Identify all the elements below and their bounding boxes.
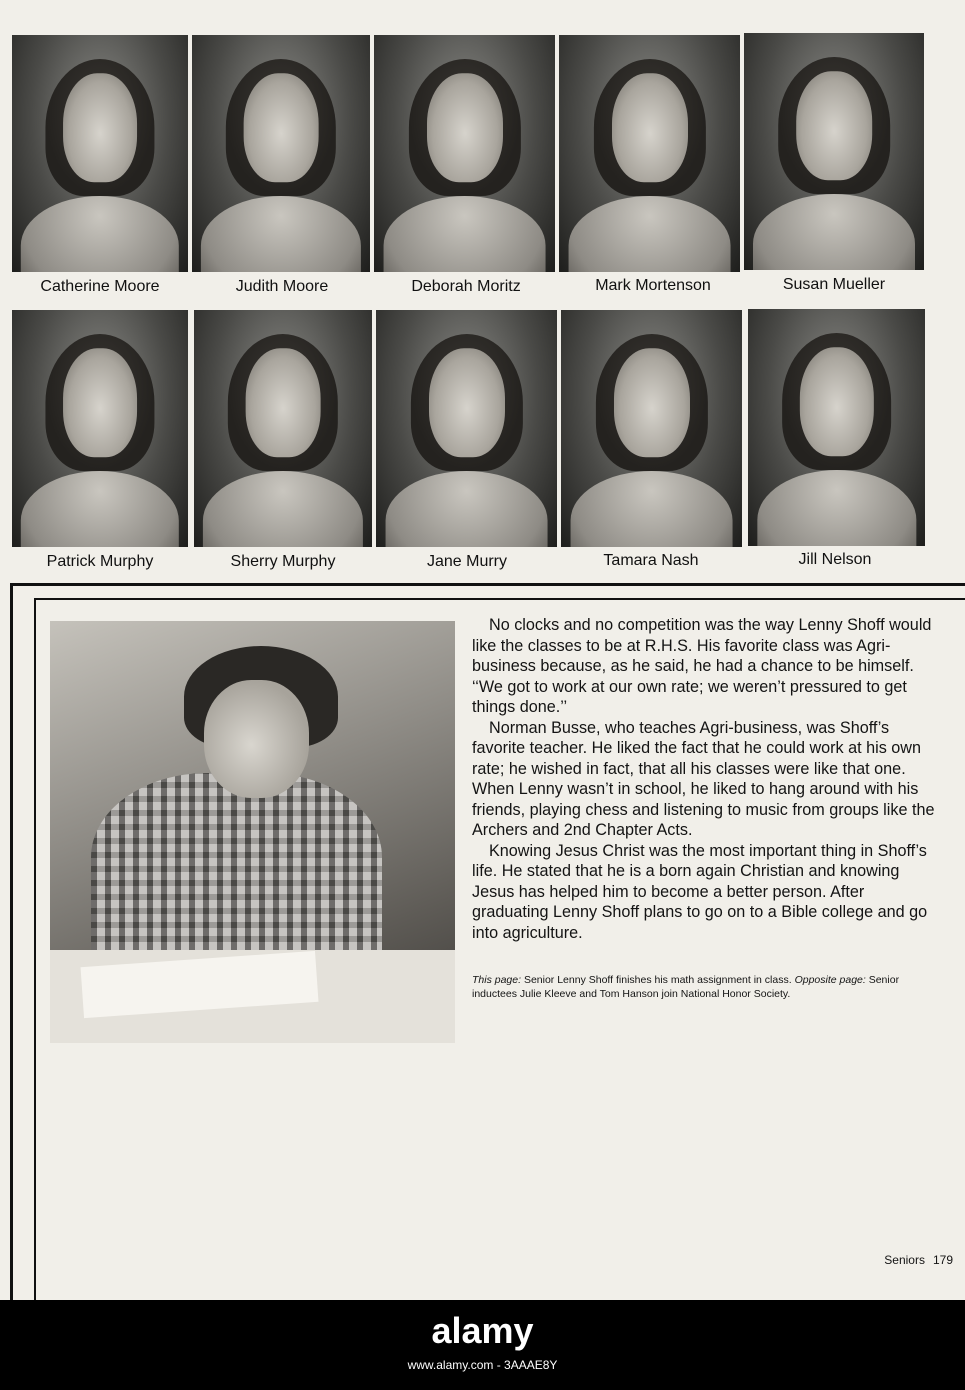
portrait-name: Sherry Murphy (230, 553, 336, 570)
story-paragraph: No clocks and no competition was the way Lenny Shoff would like the classes to be at R.H.S. His favorite class was Agri-business because, as he said, he had a chance to be himself. ‘‘We got to work at our own rate; we weren’t pressured to get things done.’’ (472, 616, 932, 716)
watermark-code: www.alamy.com - 3AAAE8Y (407, 1358, 558, 1372)
caption-text: Senior inductees Julie Kleeve and Tom Hanson join National Honor Society. (472, 974, 900, 1000)
portrait-photo (744, 33, 924, 270)
portrait-name: Judith Moore (235, 278, 329, 295)
page-number: 179 (932, 1253, 953, 1267)
watermark-logo: alamy (431, 1310, 534, 1351)
portrait-name: Tamara Nash (603, 552, 699, 569)
portrait-name: Mark Mortenson (595, 277, 711, 294)
portrait-name: Jill Nelson (798, 551, 872, 568)
section-label: Seniors (884, 1253, 925, 1267)
feature-story (472, 615, 942, 943)
portrait-name: Jane Murry (426, 553, 508, 570)
portrait-photo (374, 35, 555, 272)
caption-text: Senior Lenny Shoff finishes his math assignment in class. (521, 974, 795, 986)
portrait-photo (12, 35, 188, 272)
page-folio (876, 1253, 953, 1267)
portrait-photo (559, 35, 740, 272)
caption-lead: This page: (472, 974, 522, 986)
portrait-photo (194, 310, 372, 547)
caption-lead: Opposite page: (794, 974, 866, 986)
watermark-bar (0, 1300, 965, 1390)
story-paragraph: Norman Busse, who teaches Agri-business, was Shoff’s favorite teacher. He liked the fact that he could work at his own rate; he wished in fact, that all his classes were like that one. When Lenny wasn’t in school, he liked to hang around with his friends, playing chess and listening to music from groups like the Archers and 2nd Chapter Acts. (472, 718, 935, 839)
portrait-photo (561, 310, 742, 547)
portrait-name: Patrick Murphy (46, 553, 154, 570)
portrait-photo (12, 310, 188, 547)
portrait-photo (192, 35, 370, 272)
portrait-photo (376, 310, 557, 547)
portrait-name: Catherine Moore (40, 278, 160, 295)
portrait-photo (748, 309, 925, 546)
portrait-name: Deborah Moritz (411, 278, 521, 295)
feature-photo (50, 621, 455, 1043)
story-paragraph: Knowing Jesus Christ was the most important thing in Shoff’s life. He stated that he is a born again Christian and knowing Jesus has helped him to become a better person. After graduating Lenny Shoff plans to go on to a Bible college and go into agriculture. (472, 841, 928, 942)
photo-caption (472, 974, 942, 1001)
portrait-name: Susan Mueller (782, 276, 886, 293)
